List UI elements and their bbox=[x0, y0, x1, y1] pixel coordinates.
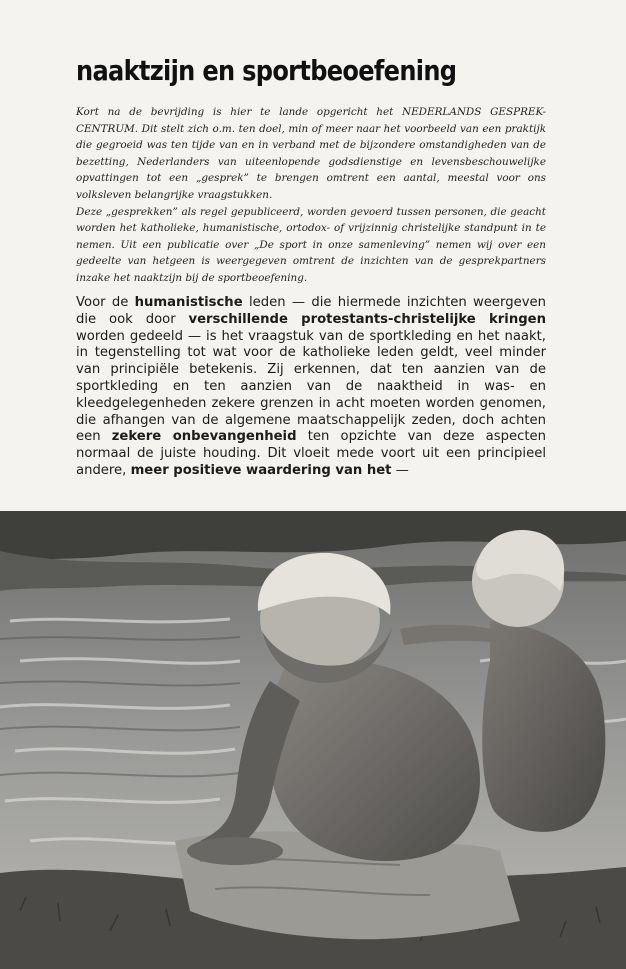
intro-text-1: Kort na de bevrijding is hier te lande opgericht het NEDERLANDS GESPREK-CENTRUM. Dit stelt zich o.m. ten doel, min of meer naar het voorbeeld van een praktijk die gegroeid was ten tijde van en in verband met de bijzondere omstandigheden van de bezetting, Nederlanders van uiteenlopende godsdienstige en levensbeschouwelijke opvattingen tot een „gesprek” te brengen omtrent een aantal, meestal voor ons volksleven belangrijke vraagstukken. bbox=[76, 106, 546, 201]
body-bold-2: verschillende protestants-christelijke kringen bbox=[188, 311, 546, 327]
body-text-2: leden — die hiermede inzichten weergeven die ook door bbox=[76, 295, 546, 327]
body-text-1: Voor de bbox=[76, 295, 135, 310]
intro-paragraph bbox=[76, 104, 546, 287]
body-paragraph bbox=[76, 295, 546, 480]
body-bold-3: zekere onbevangenheid bbox=[111, 429, 297, 445]
intro-text-2: Deze „gesprekken” als regel gepubliceerd, worden gevoerd tussen personen, die geacht worden het katholieke, humanistische, ortodox- of vrijzinnig christelijke standpunt in te nemen. Uit een publicatie over „De sport in onze samenleving” nemen wij over een gedeelte van hetgeen is weergegeven omtrent de inzichten van de gesprekpartners inzake het naaktzijn bij de sportbeoefening. bbox=[76, 205, 546, 284]
photo-children-at-water bbox=[0, 511, 626, 969]
body-bold-4: meer positieve waardering van het bbox=[130, 462, 392, 478]
article-title: naaktzijn en sportbeoefening bbox=[76, 54, 457, 87]
body-bold-1: humanistische bbox=[134, 295, 243, 310]
body-text-5: — bbox=[391, 462, 409, 478]
body-text-3: worden gedeeld — is het vraagstuk van de sportkleding en het naakt, in tegenstelling tot wat voor de katholieke leden geldt, veel minder van principiële betekenis. Zij erkennen, dat ten aanzien van de sportkleding en ten aanzien van de naaktheid in was- en kleedgelegenheden zekere grenzen in acht moeten worden genomen, die afhangen van de algemene maatschappelijk zeden, doch achten een bbox=[76, 328, 546, 445]
body-text-4: ten opzichte van deze aspecten normaal de juiste houding. Dit vloeit mede voort uit een principieel andere, bbox=[76, 429, 546, 478]
